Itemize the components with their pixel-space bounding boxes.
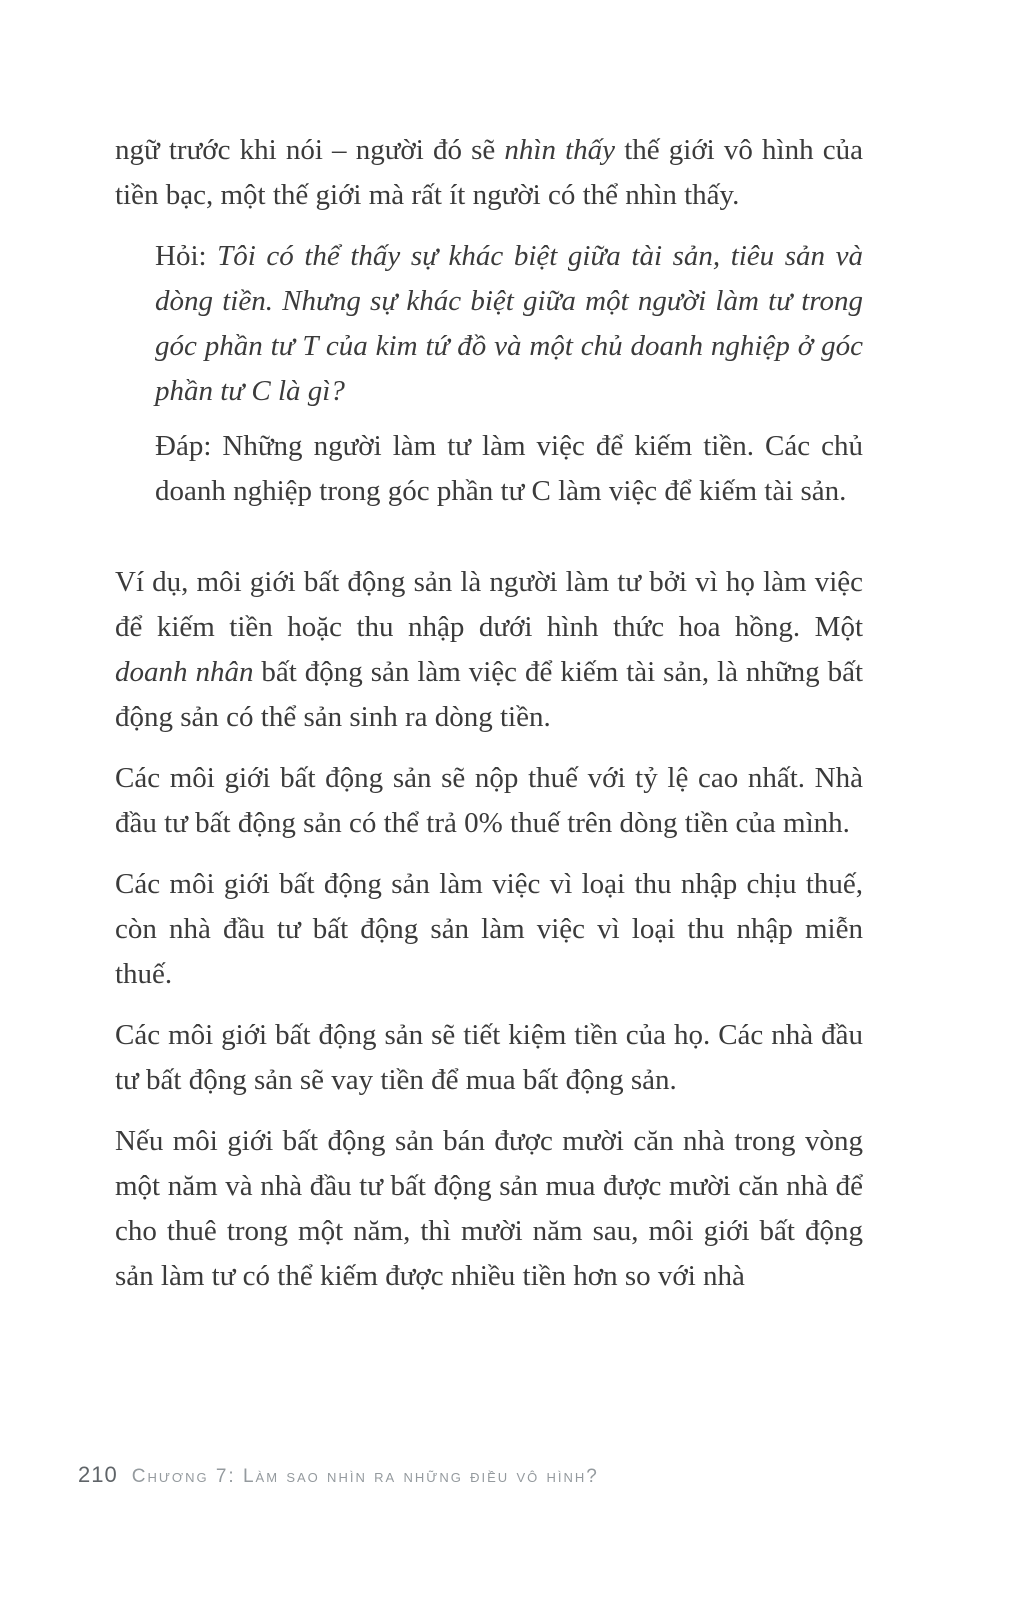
- text-segment: Hỏi:: [155, 240, 218, 272]
- chapter-title: Chương 7: Làm sao nhìn ra những điều vô hình?: [131, 1466, 599, 1487]
- text-segment: Nếu môi giới bất động sản bán được mười căn nhà trong vòng một năm và nhà đầu tư bất động sản mua được mười căn nhà để cho thuê trong một năm, thì mười năm sau, môi giới bất động sản làm tư có thể kiếm được nhiều tiền hơn so với nhà: [115, 1125, 863, 1292]
- body-paragraph: [115, 1119, 863, 1299]
- qa-paragraph: [155, 234, 863, 414]
- body-paragraph: [115, 862, 863, 997]
- text-segment: Các môi giới bất động sản làm việc vì loại thu nhập chịu thuế, còn nhà đầu tư bất động sản làm việc vì loại thu nhập miễn thuế.: [115, 868, 863, 990]
- text-segment: Đáp: Những người làm tư làm việc để kiếm tiền. Các chủ doanh nghiệp trong góc phần tư C làm việc để kiếm tài sản.: [155, 430, 863, 507]
- body-paragraph: [115, 128, 863, 218]
- text-segment: bất động sản làm việc để kiếm tài sản, là những bất động sản có thể sản sinh ra dòng tiền.: [115, 656, 864, 733]
- body-paragraph: [115, 560, 863, 740]
- body-paragraph: [115, 1013, 863, 1103]
- text-segment: ngữ trước khi nói – người đó sẽ: [115, 134, 505, 166]
- text-segment: Các môi giới bất động sản sẽ tiết kiệm tiền của họ. Các nhà đầu tư bất động sản sẽ vay tiền để mua bất động sản.: [115, 1019, 863, 1096]
- text-segment: Các môi giới bất động sản sẽ nộp thuế với tỷ lệ cao nhất. Nhà đầu tư bất động sản có thể trả 0% thuế trên dòng tiền của mình.: [115, 762, 863, 839]
- emphasized-text: Tôi có thể thấy sự khác biệt giữa tài sản, tiêu sản và dòng tiền. Nhưng sự khác biệt giữa một người làm tư trong góc phần tư T của kim tứ đồ và một chủ doanh nghiệp ở góc phần tư C là gì?: [155, 240, 863, 407]
- text-segment: Ví dụ, môi giới bất động sản là người làm tư bởi vì họ làm việc để kiếm tiền hoặc thu nhập dưới hình thức hoa hồng. Một: [115, 566, 863, 643]
- emphasized-text: doanh nhân: [115, 656, 254, 688]
- page-number: 210: [78, 1462, 118, 1487]
- body-paragraph: [115, 756, 863, 846]
- page-body-text: [115, 128, 863, 1315]
- page-footer: [78, 1462, 948, 1488]
- text-segment: thế giới vô hình của tiền bạc, một thế giới mà rất ít người có thể nhìn thấy.: [115, 134, 863, 211]
- emphasized-text: nhìn thấy: [504, 134, 616, 166]
- qa-paragraph: [155, 424, 863, 514]
